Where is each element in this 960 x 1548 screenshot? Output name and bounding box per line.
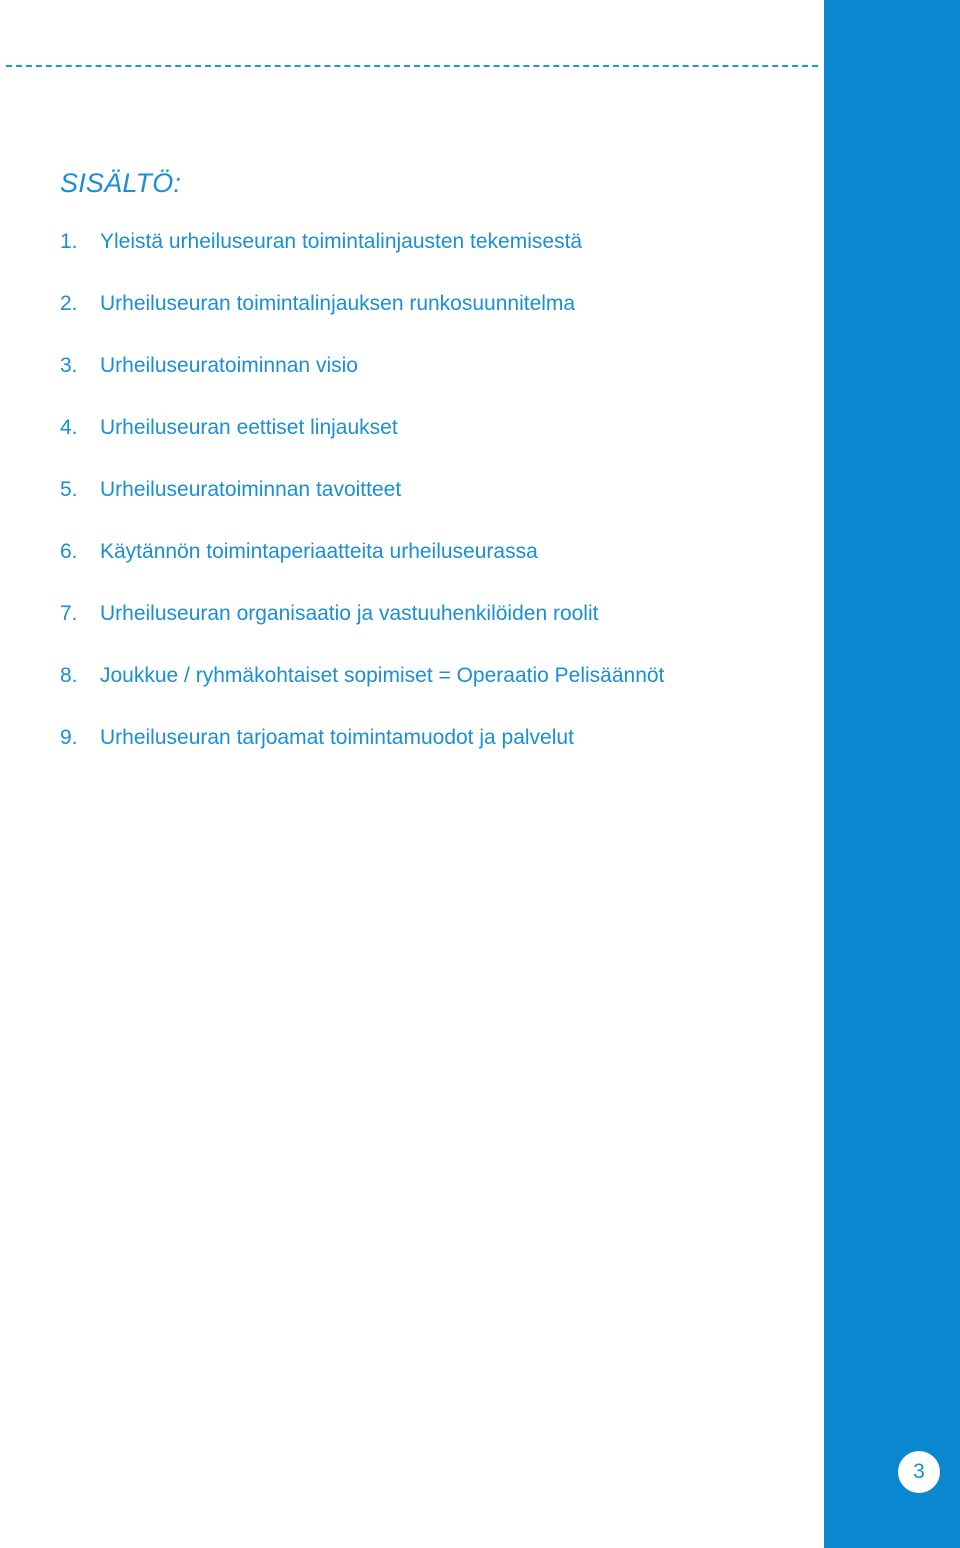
toc-item-number: 7. <box>60 602 78 625</box>
toc-item-number: 8. <box>60 664 78 687</box>
toc-list <box>60 230 664 788</box>
toc-title: SISÄLTÖ: <box>60 168 182 198</box>
toc-item-number: 9. <box>60 726 78 749</box>
toc-item-5[interactable] <box>60 478 664 540</box>
toc-item-number: 5. <box>60 478 78 501</box>
toc-item-7[interactable] <box>60 602 664 664</box>
toc-item-text: Urheiluseuratoiminnan visio <box>100 354 358 377</box>
toc-item-1[interactable] <box>60 230 664 292</box>
toc-item-number: 3. <box>60 354 78 377</box>
page-number-badge: 3 <box>898 1451 940 1493</box>
toc-item-2[interactable] <box>60 292 664 354</box>
toc-item-3[interactable] <box>60 354 664 416</box>
toc-item-9[interactable] <box>60 726 664 788</box>
toc-item-text: Yleistä urheiluseuran toimintalinjausten tekemisestä <box>100 230 583 253</box>
toc-item-text: Urheiluseuran organisaatio ja vastuuhenkilöiden roolit <box>100 602 599 625</box>
toc-item-4[interactable] <box>60 416 664 478</box>
toc-item-8[interactable] <box>60 664 664 726</box>
toc-item-number: 1. <box>60 230 78 253</box>
toc-item-text: Urheiluseuran tarjoamat toimintamuodot ja palvelut <box>100 726 574 749</box>
toc-item-number: 2. <box>60 292 78 315</box>
toc-item-text: Urheiluseuran toimintalinjauksen runkosuunnitelma <box>100 292 576 315</box>
toc-item-text: Urheiluseuratoiminnan tavoitteet <box>100 478 402 501</box>
toc-item-number: 6. <box>60 540 78 563</box>
toc-item-text: Urheiluseuran eettiset linjaukset <box>100 416 398 439</box>
toc-item-text: Käytännön toimintaperiaatteita urheiluseurassa <box>100 540 538 563</box>
blue-side-bar <box>824 0 960 1548</box>
toc-item-text: Joukkue / ryhmäkohtaiset sopimiset = Operaatio Pelisäännöt <box>100 664 665 687</box>
toc-item-6[interactable] <box>60 540 664 602</box>
dotted-divider <box>6 65 818 67</box>
toc-item-number: 4. <box>60 416 78 439</box>
